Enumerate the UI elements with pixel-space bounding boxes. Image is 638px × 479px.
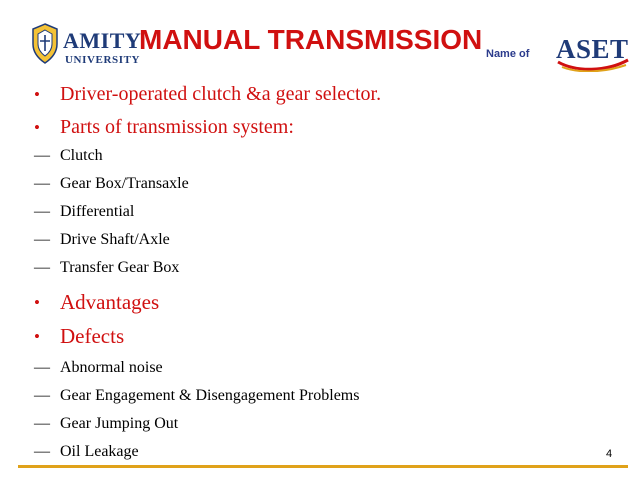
dash-marker: — — [34, 443, 50, 460]
part-text: Differential — [60, 203, 135, 220]
defect-text: Gear Jumping Out — [60, 415, 179, 432]
aset-logo-text: ASET — [556, 34, 629, 64]
dash-marker: — — [34, 175, 50, 192]
name-of-label: Name of — [486, 48, 530, 60]
dash-marker: — — [34, 203, 50, 220]
bullet-text: Driver-operated clutch &a gear selector. — [60, 83, 382, 105]
dash-marker: — — [34, 415, 50, 432]
aset-swoosh-icon — [556, 56, 632, 72]
page-number: 4 — [606, 448, 613, 460]
amity-logo-subtext: UNIVERSITY — [65, 54, 141, 66]
dash-marker: — — [34, 359, 50, 376]
section-text: Advantages — [60, 290, 160, 314]
amity-crest-icon — [30, 22, 60, 66]
dash-marker: — — [34, 231, 50, 248]
defect-text: Gear Engagement & Disengagement Problems — [60, 387, 360, 404]
slide-title: MANUAL TRANSMISSION — [139, 24, 483, 55]
dash-marker: — — [34, 387, 50, 404]
dash-marker: — — [34, 147, 50, 164]
part-text: Gear Box/Transaxle — [60, 175, 189, 192]
bullet-marker: • — [34, 118, 40, 137]
bullet-text: Parts of transmission system: — [60, 116, 294, 138]
bullet-marker: • — [34, 85, 40, 104]
defect-text: Oil Leakage — [60, 443, 139, 460]
bullet-marker: • — [34, 293, 40, 312]
amity-university-logo — [30, 22, 150, 68]
defect-text: Abnormal noise — [60, 359, 163, 376]
dash-marker: — — [34, 259, 50, 276]
aset-logo — [556, 28, 629, 72]
part-text: Drive Shaft/Axle — [60, 231, 170, 248]
section-text: Defects — [60, 324, 125, 348]
amity-logo-text: AMITY — [63, 28, 142, 53]
part-text: Transfer Gear Box — [60, 259, 180, 276]
footer-divider — [18, 465, 628, 468]
bullet-marker: • — [34, 327, 40, 346]
part-text: Clutch — [60, 147, 103, 164]
